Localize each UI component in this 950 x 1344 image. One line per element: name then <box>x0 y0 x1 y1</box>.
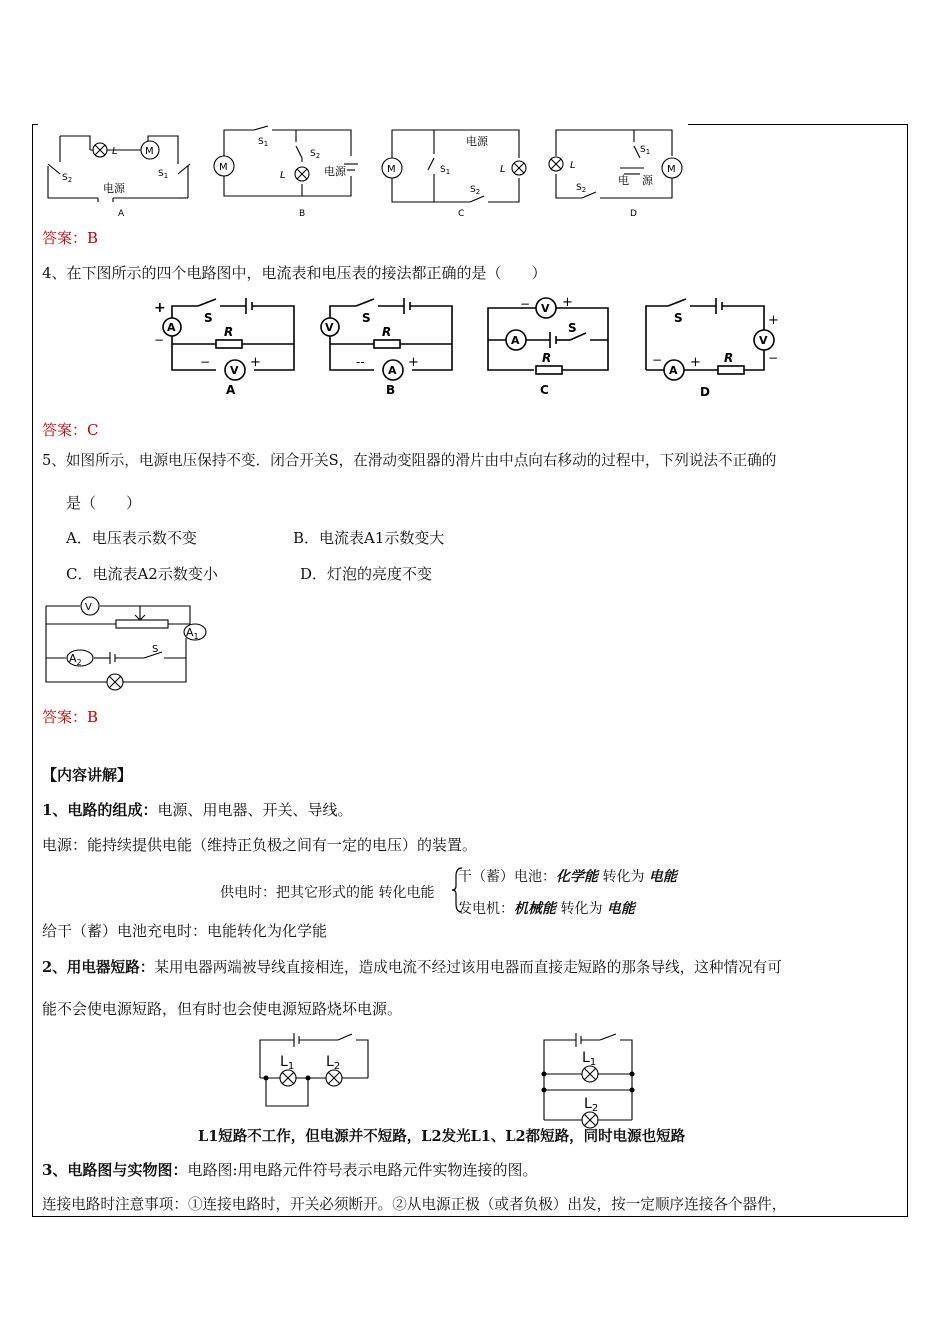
q4a-v-plus: + <box>250 355 261 370</box>
frame-right-border <box>907 124 908 1217</box>
short-circuit-diagram-2 <box>540 1026 650 1141</box>
q4-question: 4、在下图所示的四个电路图中，电流表和电压表的接法都正确的是（ ） <box>42 264 547 282</box>
q3c-power-label: 电源 <box>466 135 488 148</box>
q3d-l-label: L <box>570 160 576 171</box>
q4d-a-plus: + <box>690 355 701 370</box>
q3-answer: 答案：B <box>42 229 99 247</box>
q3c-letter: C <box>458 209 465 219</box>
generator-line-d: 电能 <box>606 901 635 917</box>
lecture-p2: 电源：能持续提供电能（维持正负极之间有一定的电压）的装置。 <box>42 836 478 854</box>
lecture-p4-body: 某用电器两端被导线直接相连，造成电流不经过该用电器而直接走短路的那条导线，这种情况有可 <box>154 959 782 976</box>
q4c-v-minus: − <box>520 297 531 311</box>
q5-circuit <box>40 596 215 686</box>
q4a-s: S <box>204 311 213 325</box>
battery-line-b: 化学能 <box>556 869 598 885</box>
q4b-a-minus: -- <box>356 355 365 369</box>
q3d-power-label-1: 电 <box>618 174 629 187</box>
q4d-a-meter: A <box>669 364 678 377</box>
q4d-v-plus: + <box>768 313 779 328</box>
lecture-p5 <box>42 1160 538 1180</box>
sc1-l2-label: $L_2$ <box>326 1054 341 1072</box>
q3-circuit-d <box>542 126 702 221</box>
q3b-l-label: L <box>280 170 286 181</box>
q5-s-label: S <box>152 644 159 655</box>
q4b-s: S <box>362 311 371 325</box>
q4c-v-meter: V <box>541 302 550 315</box>
q4a-v-minus: − <box>200 355 211 369</box>
battery-line-a: 干（蓄）电池： <box>458 869 556 885</box>
q3c-l-label: L <box>500 164 506 175</box>
q5-a2-meter: $A_2$ <box>69 652 82 667</box>
q4d-r: R <box>724 351 734 365</box>
sc2-l1-label: $L_1$ <box>582 1050 597 1068</box>
q3a-power-label: 电源 <box>103 182 125 195</box>
q3c-m-label: M <box>387 164 396 175</box>
q3d-letter: D <box>630 209 637 219</box>
q4a-v-meter: V <box>230 364 239 377</box>
frame-bottom-border <box>32 1216 908 1217</box>
q4d-v-meter: V <box>759 334 768 347</box>
q3b-power-label: 电源 <box>324 165 346 178</box>
q4-answer: 答案：C <box>42 421 99 439</box>
lecture-p4-title: 2、用电器短路： <box>42 959 155 976</box>
q4-circuit-d <box>638 296 788 399</box>
lecture-p3: 给干（蓄）电池充电时：电能转化为化学能 <box>42 922 328 940</box>
q3b-s2-label: $S_2$ <box>310 149 321 160</box>
q4d-letter: D <box>700 385 710 399</box>
q4d-a-minus: − <box>652 353 663 367</box>
short-circuit-diagram-1 <box>256 1032 376 1132</box>
frame-top-left-tick <box>32 124 38 125</box>
lecture-p1 <box>42 800 352 820</box>
q3d-s2-label: $S_2$ <box>576 183 587 194</box>
lecture-p5-title: 3、电路图与实物图： <box>42 1161 188 1179</box>
q3-circuit-a <box>38 126 198 221</box>
supply-label: 供电时：把其它形式的能 转化电能 <box>220 885 435 901</box>
generator-line-c: 转化为 <box>556 901 607 917</box>
q4a-letter: A <box>226 383 236 397</box>
q4b-v-meter: V <box>325 321 334 334</box>
q4a-r: R <box>224 325 234 339</box>
q4d-s: S <box>674 311 683 325</box>
q3b-m-label: M <box>219 162 228 173</box>
sc1-l1-label: $L_1$ <box>280 1054 295 1072</box>
battery-line-c: 转化为 <box>598 869 649 885</box>
q4b-r: R <box>382 325 392 339</box>
lecture-p1-body: 电源、用电器、开关、导线。 <box>157 801 353 819</box>
sc2-l2-label: $L_2$ <box>584 1096 599 1114</box>
q5-option-a: A．电压表示数不变 <box>66 529 197 547</box>
generator-line-a: 发电机： <box>458 901 514 917</box>
frame-top-border <box>688 124 908 125</box>
q4c-letter: C <box>540 383 549 397</box>
q4c-a-meter: A <box>511 334 520 347</box>
q5-a1-meter: $A_1$ <box>186 626 199 641</box>
q3d-m-label: M <box>667 164 676 175</box>
q4a-a-meter: A <box>167 321 176 334</box>
q3c-s2-label: $S_2$ <box>470 185 481 196</box>
short-circuit-caption: L1短路不工作，但电源并不短路，L2发光L1、L2都短路，同时电源也短路 <box>198 1128 686 1145</box>
q3a-letter: A <box>118 209 125 219</box>
q3-circuit-b <box>206 126 366 221</box>
q4c-v-plus: + <box>562 295 573 310</box>
q3a-s2-label: $S_2$ <box>62 173 73 184</box>
lecture-heading: 【内容讲解】 <box>42 766 133 784</box>
lecture-p1-title: 1、电路的组成： <box>42 801 158 819</box>
lecture-p4 <box>42 958 782 978</box>
q5-option-c: C．电流表A2示数变小 <box>66 565 218 583</box>
generator-line <box>458 899 635 919</box>
battery-line-d: 电能 <box>648 869 677 885</box>
q3a-s1-label: $S_1$ <box>158 169 169 180</box>
q3b-letter: B <box>299 209 306 219</box>
q3a-m-label: M <box>145 146 154 157</box>
lecture-p6: 连接电路时注意事项：①连接电路时，开关必须断开。②从电源正极（或者负极）出发，按一定顺序连接各个器件， <box>42 1196 787 1213</box>
lecture-p5-body: 电路图:用电路元件符号表示电路元件实物连接的图。 <box>187 1161 538 1179</box>
q4-circuit-c <box>480 294 630 397</box>
q3d-power-label-2: 源 <box>642 174 653 187</box>
q5-option-d: D．灯泡的亮度不变 <box>300 565 433 583</box>
q4c-r: R <box>542 351 552 365</box>
q5-question-line2: 是（ ） <box>66 494 142 512</box>
q4c-s: S <box>568 321 577 335</box>
q5-v-meter: V <box>85 602 92 613</box>
q5-answer: 答案：B <box>42 708 99 726</box>
q3c-s1-label: $S_1$ <box>440 165 451 176</box>
q4a-minus: − <box>154 333 165 347</box>
q4b-letter: B <box>386 383 396 397</box>
q4a-plus: + <box>154 300 166 316</box>
q4-circuit-a <box>150 296 300 396</box>
q5-option-b: B．电流表A1示数变大 <box>293 529 445 547</box>
q3d-s1-label: $S_1$ <box>640 145 651 156</box>
q4d-v-minus: − <box>768 351 779 365</box>
q4b-a-plus: + <box>408 355 419 370</box>
q5-question-line1: 5、如图所示，电源电压保持不变．闭合开关S，在滑动变阻器的滑片由中点向右移动的过程中，下列说法不正确的 <box>42 452 777 469</box>
lecture-p4-line2: 能不会使电源短路，但有时也会使电源短路烧坏电源。 <box>42 1000 403 1018</box>
q4b-a-meter: A <box>388 364 397 377</box>
frame-left-border <box>32 124 33 1217</box>
q3a-l-label: L <box>112 146 118 157</box>
q3-circuit-c <box>374 126 534 221</box>
q3b-s1-label: $S_1$ <box>258 137 269 148</box>
q4-circuit-b <box>308 296 458 396</box>
battery-line <box>458 867 677 887</box>
generator-line-b: 机械能 <box>514 901 556 917</box>
